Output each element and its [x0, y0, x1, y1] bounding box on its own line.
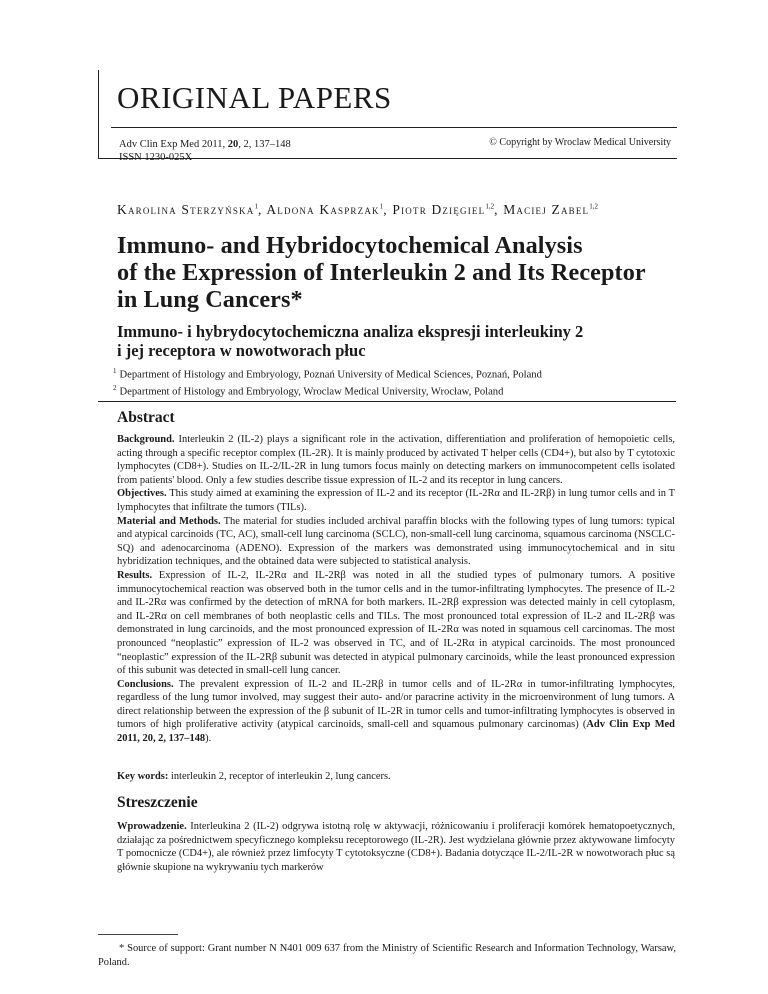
abstract-methods: Material and Methods. The material for studies included archival paraffin blocks with the following types of lung tumors: typical and atypical carcinoids (TC, AC), small-cell lung carcinoma (SCLC), non-small-cell lung carcinoma, squamous carcinoma (NSCLC-SQ) and adenocarcinoma (ADENO). Expression of the markers was demonstrated using immunocytochemical and in situ hybridization techniques, and the obtained data were subjected to statistical analysis. [117, 515, 676, 568]
affiliations [113, 365, 542, 399]
keywords: Key words: interleukin 2, receptor of interleukin 2, lung cancers. [117, 771, 391, 782]
footnote: * Source of support: Grant number N N401 009 637 from the Ministry of Scientific Research and Information Technology, Warsaw, Poland. [98, 943, 676, 968]
streszczenie-body: Wprowadzenie. Interleukina 2 (IL-2) odgrywa istotną rolę w aktywacji, różnicowaniu i proliferacji komórek hematopoetycznych, działając za pośrednictwem specyficznego kompleksu receptorowego (IL-2R). Jest wydzielana głównie przez aktywowane limfocyty T pomocnicze (CD4+), ale również przez limfocyty T cytotoksyczne (CD8+). Badania dotyczące IL-2/IL-2R w nowotworach płuc są głównie skupione na wykrywaniu tych markerów [117, 821, 676, 873]
affiliation-item: $^2$ Department of Histology and Embryology, Wroclaw Medical University, Wrocław, Poland [113, 384, 504, 398]
copyright-notice: © Copyright by Wroclaw Medical University [489, 137, 671, 148]
header-divider [111, 127, 677, 128]
citation-journal: Adv Clin Exp Med 2011, [119, 139, 228, 150]
author-name: Karolina Sterzyńska [117, 202, 255, 217]
abstract-background: Background. Interleukin 2 (IL-2) plays a significant role in the activation, differentiation and proliferation of hemopoietic cells, acting through a specific receptor complex (IL-2R). It is mainly produced by activated T helper cells (CD4+), but also by T cytotoxic lymphocytes (CD8+). Studies on IL-2/IL-2R in lung tumors focus mainly on detecting markers on immunocompetent cells isolated from patients' blood. Only a few studies describe tissue expression of IL-2 and its receptor in lung cancers. [117, 434, 675, 486]
footnote-divider [98, 934, 178, 935]
journal-header [98, 70, 677, 163]
citation-issn: ISSN 1230-025X [119, 152, 193, 163]
abstract-conclusions: Conclusions. The prevalent expression of IL-2 and IL-2Rβ in tumor cells and of IL-2Rα in tumor-infiltrating lymphocytes, regardless of the lung tumor involved, may suggest their auto- and/or paracrine activity in the microenvironment of lung tumors. A direct relationship between the expression of the β subunit of IL-2R in tumor cells and tumor-infiltrating lymphocytes is observed in tumors of high proliferative activity (atypical carcinoids, small-cell and squamous pulmonary carcinomas) (Adv Clin Exp Med 2011, 20, 2, 137–148). [117, 678, 675, 745]
abstract-heading: Abstract [117, 409, 175, 426]
article-title-polish: Immuno- i hybrydocytochemiczna analiza ekspresji interleukiny 2 i jej receptora w nowotworach płuc [117, 322, 584, 360]
abstract-results: Results. Expression of IL-2, IL-2Rα and IL-2Rβ was noted in all the studied types of pulmonary tumors. A positive immunocytochemical reaction was observed both in the tumor cells and in the tumor-infiltrating lymphocytes. The presence of IL-2 and IL-2Rα was confirmed by the detection of mRNA for both markers. IL-2Rβ expression was detected mainly in cell cytoplasm, and IL-2Rα on cell membranes of both neoplastic cells and TILs. The most pronounced total expression of IL-2 and IL-2Rβ was demonstrated in lung carcinoids, and the most pronounced expression of IL-2Rα was noted in squamous cell carcinomas. The most pronounced “neoplastic” expression of IL-2 was observed in TC, and of IL-2Rα in atypical carcinoids. The most pronounced “neoplastic” expression of the IL-2Rβ subunit was detected in atypical pulmonary carcinoids, while the least pronounced expression of this subunit was detected in small-cell lung cancer. [117, 569, 675, 677]
abstract-body [117, 433, 675, 746]
citation-rest: , 2, 137–148 [238, 139, 291, 150]
journal-section-title: ORIGINAL PAPERS [117, 80, 392, 115]
author-name: Maciej Zabel [503, 202, 590, 217]
abstract-objectives: Objectives. This study aimed at examining the expression of IL-2 and its receptor (IL-2Rα and IL-2Rβ) in lung tumor cells and in T lymphocytes that infiltrate the tumors (TILs). [117, 488, 676, 513]
streszczenie-heading: Streszczenie [117, 794, 198, 811]
author-name: Piotr Dzięgiel [392, 202, 486, 217]
article-title: Immuno- and Hybridocytochemical Analysis of the Expression of Interleukin 2 and Its Receptor in Lung Cancers* [117, 232, 646, 313]
journal-citation [119, 138, 291, 164]
author-name: Aldona Kasprzak [266, 202, 380, 217]
citation-volume: 20 [227, 139, 239, 150]
affiliation-item: $^1$ Department of Histology and Embryology, Poznań University of Medical Sciences, Poznań, Poland [113, 367, 542, 381]
author-list: Karolina Sterzyńska$^1$, Aldona Kasprzak$^1$, Piotr Dzięgiel$^{1,2}$, Maciej Zabel$^{1,2}$ [117, 202, 598, 217]
section-divider [98, 401, 676, 402]
